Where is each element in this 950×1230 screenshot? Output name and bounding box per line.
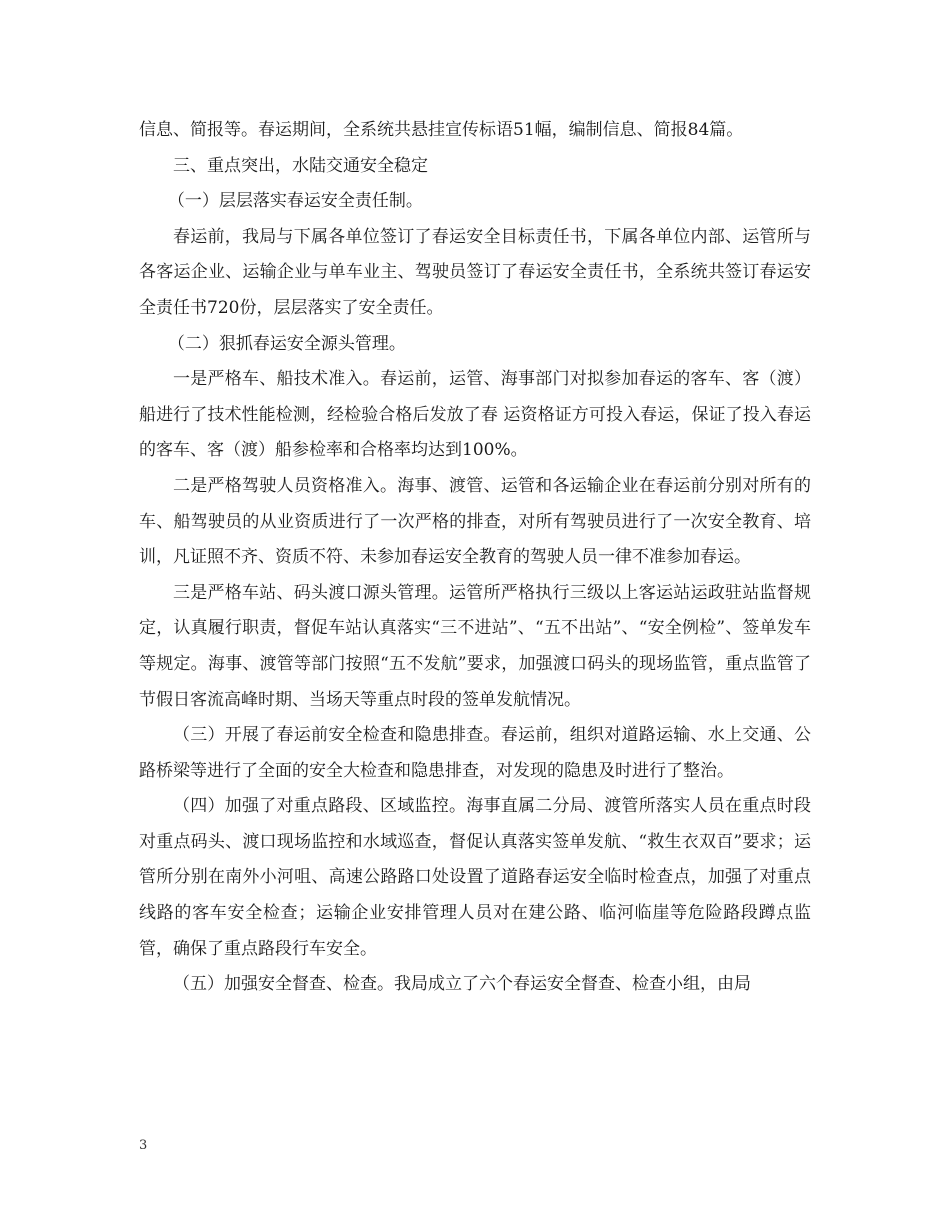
document-body bbox=[139, 113, 811, 1003]
paragraph-driver-qualification: 二是严格驾驶人员资格准入。海事、渡管、运管和各运输企业在春运前分别对所有的车、船驾驶员的从业资质进行了一次严格的排查，对所有驾驶员进行了一次安全教育、培训，凡证照不齐、资质不符、未参加春运安全教育的驾驶人员一律不准参加春运。 bbox=[139, 475, 811, 568]
paragraph-publicity-summary: 信息、简报等。春运期间，全系统共悬挂宣传标语51幅，编制信息、简报84篇。 bbox=[139, 120, 744, 140]
paragraph-responsibility: 春运前，我局与下属各单位签订了春运安全目标责任书，下属各单位内部、运管所与各客运企业、运输企业与单车业主、驾驶员签订了春运安全责任书，全系统共签订春运安全责任书720份，层层落实了安全责任。 bbox=[139, 226, 811, 318]
paragraph-key-section-monitoring: （四）加强了对重点路段、区域监控。海事直属二分局、渡管所落实人员在重点时段对重点码头、渡口现场监控和水域巡查，督促认真落实签单发航、“救生衣双百”要求；运管所分别在南外小河咀、高速公路路口处设置了道路春运安全临时检查点，加强了对重点线路的客车安全检查；运输企业安排管理人员对在建公路、临河临崖等危险路段蹲点监管，确保了重点路段行车安全。 bbox=[139, 796, 811, 959]
page-number: 3 bbox=[139, 1138, 148, 1153]
paragraph-vehicle-ship-access: 一是严格车、船技术准入。春运前，运管、海事部门对拟参加春运的客车、客（渡）船进行了技术性能检测，经检验合格后发放了春 运资格证方可投入春运，保证了投入春运的客车、客（渡）船参检率和合格率均达到100%。 bbox=[139, 369, 811, 461]
section-heading-three: 三、重点突出，水陆交通安全稳定 bbox=[173, 155, 428, 176]
paragraph-station-dock-management: 三是严格车站、码头渡口源头管理。运管所严格执行三级以上客运站运政驻站监督规定，认真履行职责，督促车站认真落实“三不进站”、“五不出站”、“安全例检”、签单发车等规定。海事、渡管等部门按照“五不发航”要求，加强渡口码头的现场监管，重点监管了节假日客流高峰时期、当场天等重点时段的签单发航情况。 bbox=[139, 582, 811, 710]
subheading-responsibility: （一）层层落实春运安全责任制。 bbox=[167, 191, 423, 212]
paragraph-safety-inspection: （三）开展了春运前安全检查和隐患排查。春运前，组织对道路运输、水上交通、公路桥梁等进行了全面的安全大检查和隐患排查，对发现的隐患及时进行了整治。 bbox=[139, 725, 811, 781]
paragraph-supervision: （五）加强安全督查、检查。我局成立了六个春运安全督查、检查小组，由局 bbox=[173, 974, 751, 995]
subheading-source-management: （二）狠抓春运安全源头管理。 bbox=[167, 333, 406, 354]
